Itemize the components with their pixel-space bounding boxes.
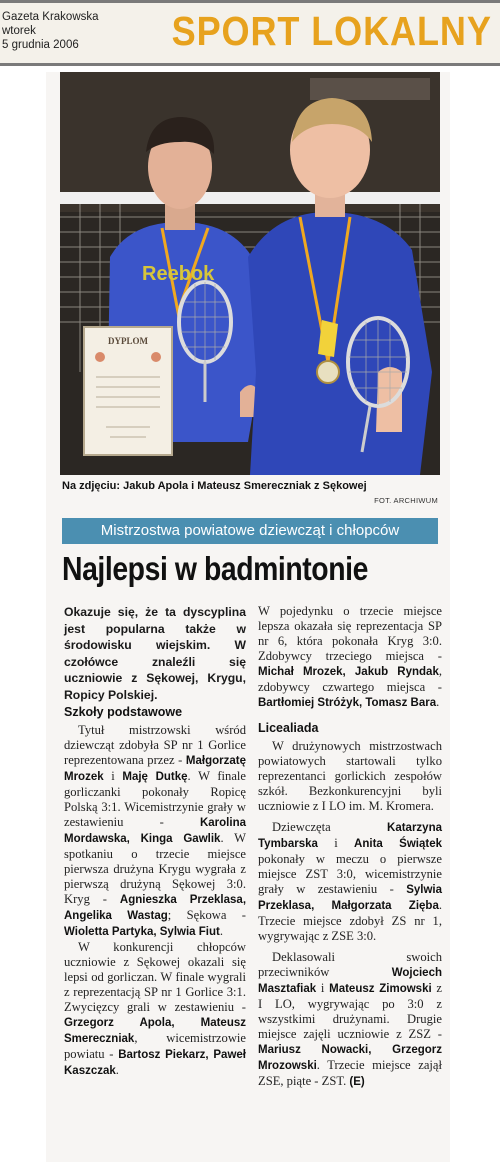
- diploma: [84, 327, 172, 455]
- paper-name: Gazeta Krakowska: [2, 11, 99, 23]
- article-headline: Najlepsi w badmintonie: [62, 550, 368, 587]
- newspaper-header: [0, 0, 500, 64]
- subhead-high-schools: Licealiada: [258, 721, 319, 735]
- weekday: wtorek: [2, 25, 36, 37]
- shirt-logo: Reebok: [142, 263, 215, 285]
- paragraph-boys-primary: W konkurencji chłopców uczniowie z Sękowej okazali się lepsi od gorliczan. W finale wygrali z reprezentacją SP nr 1 Gorlice 3:1. Zwycięzcy grali w zestawieniu - Grzegorz Apola, Mateusz Smereczniak, wicemistrzowie powiatu - Bartosz Piekarz, Paweł Kaszczak.: [64, 940, 246, 1077]
- paragraph-high-school-boys: Deklasowali swoich przeciwników Wojciech Masztafiak i Mateusz Zimowski z I LO, wygrywając po 3:0 z wszystkimi drużynami. Drugie miejsce zajęli uczniowie z ZSZ - Mariusz Nowacki, Grzegorz Mrozowski. Trzecie miejsce zajął ZSE, piąte - ZST. (E): [258, 950, 442, 1088]
- photo-illustration: [60, 72, 440, 475]
- paragraph-high-school-girls: Dziewczęta Katarzyna Tymbarska i Anita Świątek pokonały w meczu o pierwsze miejsce ZST 3:0, wicemistrzynie grały w zestawieniu - Sylwia Przeklasa, Małgorzata Zięba. Trzecie miejsce zdobył ZS nr 1, wygrywając z ZSE 3:0.: [258, 820, 442, 943]
- net-top-band: [60, 192, 440, 204]
- paragraph-high-school-teams: W drużynowych mistrzostwach powiatowych startowali tylko reprezentanci gorlickich zespołów szkół. Bezkonkurencyjni byli uczniowie z I LO im. M. Kromera.: [258, 739, 442, 813]
- issue-date: 5 grudnia 2006: [2, 39, 79, 51]
- article-kicker-banner: Mistrzostwa powiatowe dziewcząt i chłopców: [62, 518, 438, 544]
- photo-caption: Na zdjęciu: Jakub Apola i Mateusz Smereczniak z Sękowej: [62, 480, 367, 492]
- paragraph-third-place: W pojedynku o trzecie miejsce lepsza okazała się reprezentacja SP nr 6, która pokonała Kryg 3:0. Zdobywcy trzeciego miejsca - Michał Mrozek, Jakub Ryndak, zdobywcy czwartego miejsca - Bartłomiej Stróżyk, Tomasz Bara.: [258, 604, 442, 709]
- photo-credit: FOT. ARCHIWUM: [374, 496, 438, 505]
- article-lead: Okazuje się, że ta dyscyplina jest popularna także w środowisku wiejskim. W czołówce znaleźli się uczniowie z Sękowej, Krygu, Ropicy Polskiej.: [64, 605, 246, 702]
- subhead-primary-schools: Szkoły podstawowe: [64, 705, 183, 719]
- news-photo: [60, 72, 440, 475]
- header-top-rule: [0, 0, 500, 3]
- diploma-title: DYPLOM: [108, 336, 148, 346]
- author-signature: (E): [349, 1076, 365, 1088]
- article-column-left: [64, 604, 246, 1079]
- article-column-right: [258, 604, 442, 1090]
- header-meta: [2, 10, 99, 52]
- paragraph-girls-primary: Tytuł mistrzowski wśród dziewcząt zdobyła SP nr 1 Gorlice reprezentowana przez - Małgorzatę Mrozek i Maję Dutkę. W finale gorliczanki pokonały Ropicę Polską 3:1. Wicemistrzynie grały w zestawieniu - Karolina Mordawska, Kinga Gawlik. W spotkaniu o trzecie miejsce pierwsza drużyna Krygu wygrała z pierwszą drużyną Sękowej 3:0. Kryg - Agnieszka Przeklasa, Angelika Wastag; Sękowa - Wioletta Partyka, Sylwia Fiut.: [64, 723, 247, 938]
- header-bottom-rule: [0, 63, 500, 66]
- section-title: SPORT LOKALNY: [171, 8, 492, 54]
